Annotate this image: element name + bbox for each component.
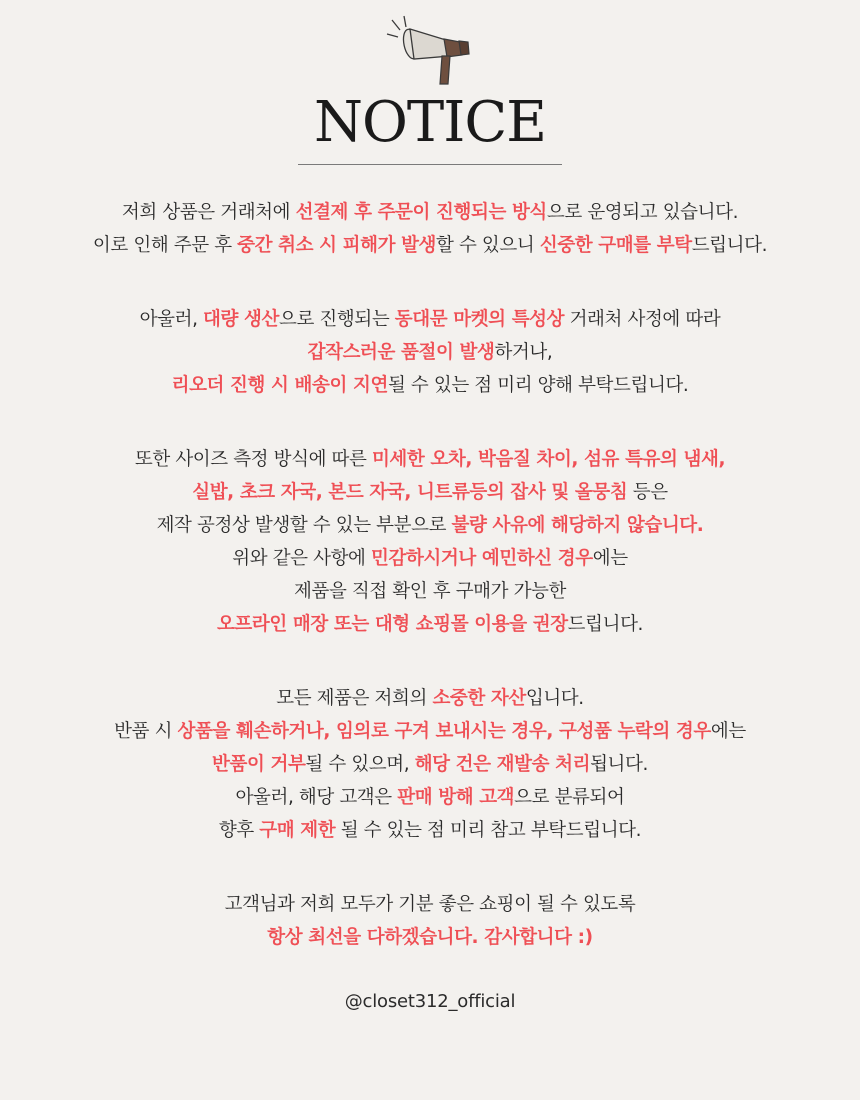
- paragraph-3-line-6: 오프라인 매장 또는 대형 쇼핑몰 이용을 권장드립니다.: [216, 614, 644, 635]
- paragraph-3-line-2: 실밥, 초크 자국, 본드 자국, 니트류등의 잡사 및 올뭉침 등은: [192, 482, 668, 503]
- paragraph-1-line-2: 이로 인해 주문 후 중간 취소 시 피해가 발생할 수 있으니 신중한 구매를 부탁드립니다.: [92, 235, 768, 256]
- paragraph-4-line-2: 반품 시 상품을 훼손하거나, 임의로 구겨 보내시는 경우, 구성품 누락의 경우에는: [114, 721, 746, 742]
- paragraph-4-line-4: 아울러, 해당 고객은 판매 방해 고객으로 분류되어: [235, 787, 625, 808]
- megaphone-icon: [384, 14, 480, 90]
- paragraph-1-line-1: 저희 상품은 거래처에 선결제 후 주문이 진행되는 방식으로 운영되고 있습니다.: [121, 202, 739, 223]
- paragraph-3-line-4: 위와 같은 사항에 민감하시거나 예민하신 경우에는: [232, 548, 628, 569]
- notice-title: NOTICE: [313, 90, 547, 155]
- paragraph-5-line-1: 고객님과 저희 모두가 기분 좋은 쇼핑이 될 수 있도록: [224, 894, 636, 915]
- instagram-handle: @closet312_official: [344, 991, 516, 1012]
- paragraph-3-line-5: 제품을 직접 확인 후 구매가 가능한: [294, 581, 566, 602]
- title-divider: [298, 164, 562, 165]
- paragraph-2-line-1: 아울러, 대량 생산으로 진행되는 동대문 마켓의 특성상 거래처 사정에 따라: [139, 309, 721, 330]
- paragraph-5-line-2: 항상 최선을 다하겠습니다. 감사합니다 :): [267, 927, 593, 948]
- paragraph-3-line-3: 제작 공정상 발생할 수 있는 부분으로 불량 사유에 해당하지 않습니다.: [156, 515, 704, 536]
- paragraph-4-line-3: 반품이 거부될 수 있으며, 해당 건은 재발송 처리됩니다.: [212, 754, 648, 775]
- paragraph-3-line-1: 또한 사이즈 측정 방식에 따른 미세한 오차, 박음질 차이, 섬유 특유의 냄새,: [134, 449, 726, 470]
- notice-body: [0, 196, 860, 1018]
- paragraph-2-line-2: 갑작스러운 품절이 발생하거나,: [307, 342, 553, 363]
- paragraph-4-line-5: 향후 구매 제한 될 수 있는 점 미리 참고 부탁드립니다.: [218, 820, 642, 841]
- paragraph-2-line-3: 리오더 진행 시 배송이 지연될 수 있는 점 미리 양해 부탁드립니다.: [171, 375, 689, 396]
- paragraph-4-line-1: 모든 제품은 저희의 소중한 자산입니다.: [276, 688, 584, 709]
